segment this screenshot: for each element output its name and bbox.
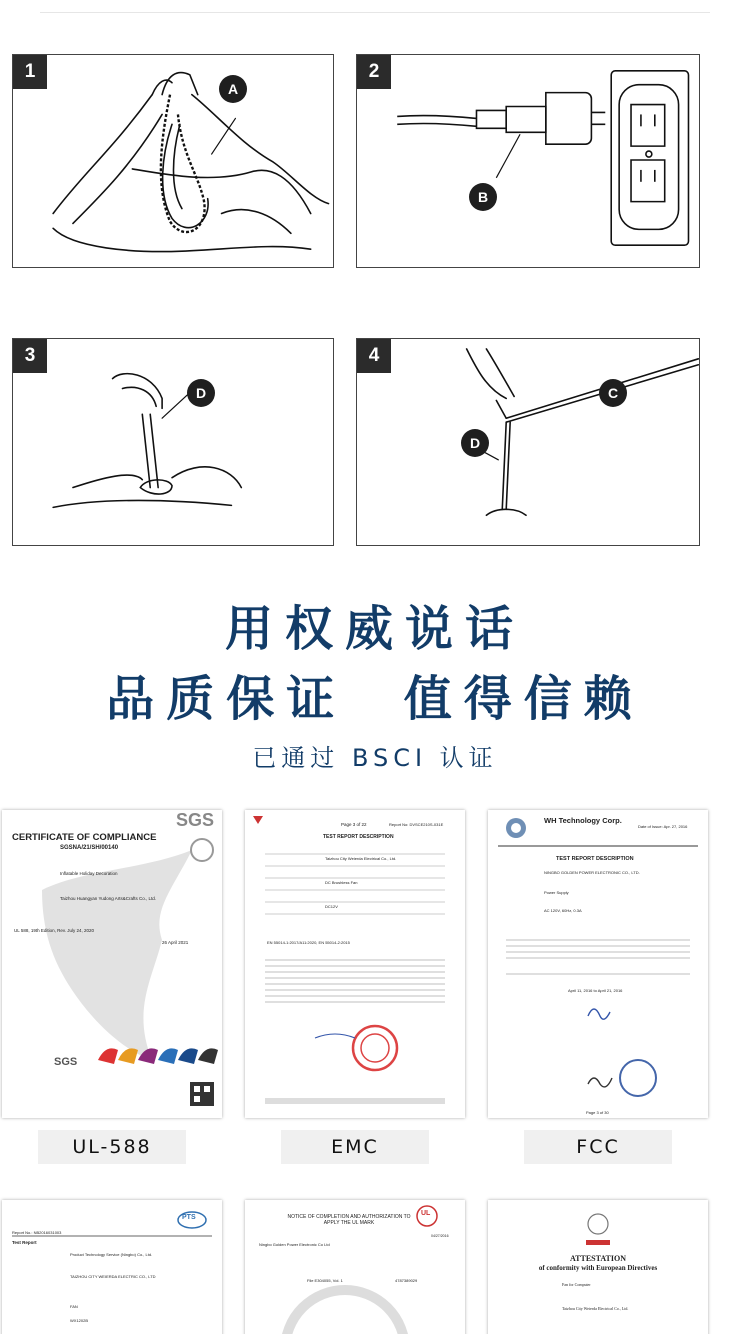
certificate-ul588 (2, 810, 222, 1118)
cert3-eut: Power Supply (544, 890, 569, 895)
cert3-input: AC 120V, 60Hz, 0.3A (544, 908, 582, 913)
cert5-title: NOTICE OF COMPLETION AND AUTHORIZATION TO APPLY THE UL MARK (287, 1214, 411, 1226)
cert2-power: DC12V (325, 904, 338, 909)
step-3-panel (12, 338, 334, 546)
cert4-model: WX1202B (70, 1318, 89, 1323)
step-3-illustration (13, 339, 333, 545)
certificate-emc (245, 810, 465, 1118)
cert1-number: SGSNA/21/SH/00140 (60, 845, 119, 851)
cert1-product: Inflatable Holiday Decoration (60, 871, 118, 876)
cert1-holder: Taizhou Huangyan Yudong Arts&Crafts Co., Ltd. (60, 896, 156, 901)
eagle-watermark (2, 810, 222, 1118)
cert1-title: CERTIFICATE OF COMPLIANCE (12, 832, 157, 843)
cert6-product: Fan for Computer (562, 1282, 591, 1287)
cert6-applicant: Taizhou City Weierda Electrical Co., Ltd. (562, 1306, 629, 1311)
cert2-title: TEST REPORT DESCRIPTION (323, 834, 394, 840)
callout-a: A (219, 75, 247, 103)
cert3-date-issue: Date of Issue: Apr. 27, 2016 (638, 824, 688, 829)
step-3-number: 3 (13, 339, 47, 373)
cert1-standard: UL 588, 19th Edition, Rev. July 24, 2020 (14, 928, 95, 933)
step-2-illustration (357, 55, 699, 267)
cert4-logo: PTS (182, 1214, 196, 1221)
cert3-page: Page 3 of 30 (586, 1110, 609, 1115)
headline-bsci: 已通过 BSCI 认证 (252, 744, 498, 772)
cert3-test-date: April 11, 2016 to April 21, 2016 (568, 988, 623, 993)
cert6-subtitle: of conformity with European Directives (538, 1264, 658, 1272)
cert2-eut: DC Brushless Fan (325, 880, 358, 885)
step-4-panel (356, 338, 700, 546)
cert3-applicant: NINGBO GOLDEN POWER ELECTRONIC CO., LTD. (544, 870, 640, 875)
cert4-report-no: Report No.: NB2016031003 (12, 1230, 62, 1235)
certificate-attestation (488, 1200, 708, 1334)
cert3-company: WH Technology Corp. (544, 816, 622, 825)
step-4-number: 4 (357, 339, 391, 373)
cert4-institute: Product Technology Service (Ningbo) Co., Ltd. (70, 1252, 153, 1257)
label-ul588: UL-588 (38, 1130, 186, 1164)
cert5-logo: UL (421, 1210, 431, 1217)
callout-b: B (469, 183, 497, 211)
cert2-report-no: Report No: DVSCE210S-031E (389, 822, 444, 827)
cert5-company: Ningbo Golden Power Electronic Co Ltd (259, 1242, 330, 1247)
cert6-title: ATTESTATION (569, 1254, 626, 1263)
headline-authority: 用权威说话 (224, 601, 525, 657)
cert2-standards: EN 55014-1:2017/A11:2020, EN 55014-2:2015 (267, 940, 350, 945)
callout-d-step4: D (461, 429, 489, 457)
certificate-pts (2, 1200, 222, 1334)
step-2-panel (356, 54, 700, 268)
cert1-sgs-strip: SGS (54, 1056, 78, 1068)
cert2-manufacturer: Taizhou City Weierda Electrical Co., Ltd. (325, 856, 397, 861)
cert5-file: File E304055, Vol. 1 (307, 1278, 343, 1283)
certificate-ul-notice (245, 1200, 465, 1334)
cert4-product: FAN (70, 1304, 78, 1309)
cert1-logo: SGS (175, 810, 214, 830)
label-emc: EMC (281, 1130, 429, 1164)
step-4-illustration (357, 339, 699, 545)
cert5-date: 04/27/2016 (431, 1234, 449, 1238)
cert5-project: 4787389029 (395, 1278, 418, 1283)
top-divider (40, 12, 710, 13)
cert3-title: TEST REPORT DESCRIPTION (556, 856, 634, 862)
cert4-title: Test Report (12, 1240, 37, 1245)
headline-quality: 品质保证 值得信赖 (106, 671, 644, 727)
cert4-applicant: TAIZHOU CITY WEIERDA ELECTRIC CO., LTD (70, 1274, 156, 1279)
label-fcc: FCC (524, 1130, 672, 1164)
certificate-fcc (488, 810, 708, 1118)
step-1-number: 1 (13, 55, 47, 89)
cert1-effective: 26 April 2021 (162, 940, 189, 945)
step-1-panel (12, 54, 334, 268)
callout-c: C (599, 379, 627, 407)
cert2-page: Page 3 of 22 (341, 822, 367, 827)
callout-d-step3: D (187, 379, 215, 407)
step-2-number: 2 (357, 55, 391, 89)
step-1-illustration (13, 55, 333, 267)
